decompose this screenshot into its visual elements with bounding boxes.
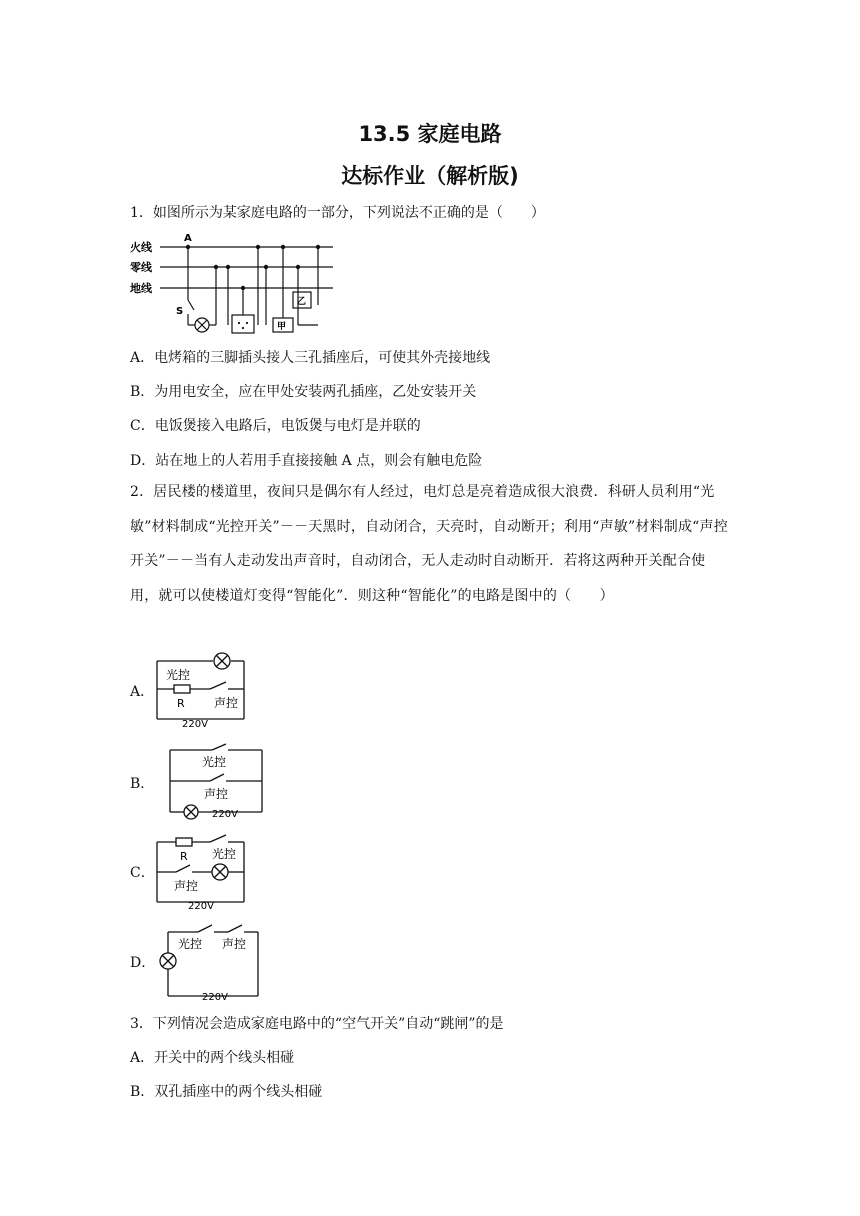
q2-option-c-label: C． (130, 865, 155, 881)
q3-option-a: A．开关中的两个线头相碰 (130, 1050, 295, 1066)
live-wire-label: 火线 (130, 241, 152, 254)
voltage-label: 220V (188, 901, 214, 912)
neutral-wire-label: 零线 (130, 261, 152, 274)
light-control-label: 光控 (166, 668, 191, 682)
voltage-label: 220V (212, 809, 238, 820)
q3-option-b: B．双孔插座中的两个线头相碰 (130, 1084, 323, 1100)
switch-s-label: S (176, 306, 184, 317)
q2-option-d-label: D． (130, 955, 156, 971)
q1-option-c: C．电饭煲接入电路后，电饭煲与电灯是并联的 (130, 418, 421, 434)
question-2-stem: 2．居民楼的楼道里，夜间只是偶尔有人经过，电灯总是亮着造成很大浪费．科研人员利用“光敏”材料制成“光控开关”－－天黑时，自动闭合，天亮时，自动断开；利用“声敏”材料制成“声控开关”－－当有人走动发出声音时，自动闭合，无人走动时自动断开．若将这两种开关配合使用，就可以使楼道灯变得“智能化”．则这种“智能化”的电路是图中的（ ） (130, 484, 728, 604)
resistor-label: R (177, 697, 185, 710)
light-control-label: 光控 (212, 847, 237, 861)
q2-option-d-circuit (152, 920, 264, 1006)
q2-option-a-label: A． (130, 684, 155, 700)
sound-control-label: 声控 (214, 696, 239, 710)
ground-wire-label: 地线 (130, 282, 152, 295)
document-title: 13.5 家庭电路 (358, 122, 502, 146)
yi-label: 乙 (297, 297, 307, 307)
jia-label: 甲 (277, 322, 287, 332)
q2-option-c-circuit (152, 832, 252, 912)
light-control-label: 光控 (178, 937, 203, 951)
q2-option-b-label: B． (130, 776, 155, 792)
q1-household-circuit-figure (128, 230, 338, 340)
sound-control-label: 声控 (174, 879, 199, 893)
point-a-label: A (184, 233, 192, 244)
voltage-label: 220V (202, 992, 228, 1003)
question-3-stem: 3．下列情况会造成家庭电路中的“空气开关”自动“跳闸”的是 (130, 1016, 504, 1032)
document-subtitle: 达标作业（解析版) (341, 164, 519, 188)
light-control-label: 光控 (202, 755, 227, 769)
resistor-label: R (180, 850, 188, 863)
sound-control-label: 声控 (204, 787, 229, 801)
q2-option-a-circuit (152, 651, 252, 729)
q2-option-b-circuit (162, 742, 272, 824)
question-1-stem: 1．如图所示为某家庭电路的一部分，下列说法不正确的是（ ） (130, 205, 545, 221)
q1-option-b: B．为用电安全，应在甲处安装两孔插座，乙处安装开关 (130, 384, 477, 400)
q1-option-d: D．站在地上的人若用手直接接触 A 点，则会有触电危险 (130, 453, 483, 469)
voltage-label: 220V (182, 719, 208, 729)
q1-option-a: A．电烤箱的三脚插头接人三孔插座后，可使其外壳接地线 (130, 350, 491, 366)
sound-control-label: 声控 (222, 937, 247, 951)
